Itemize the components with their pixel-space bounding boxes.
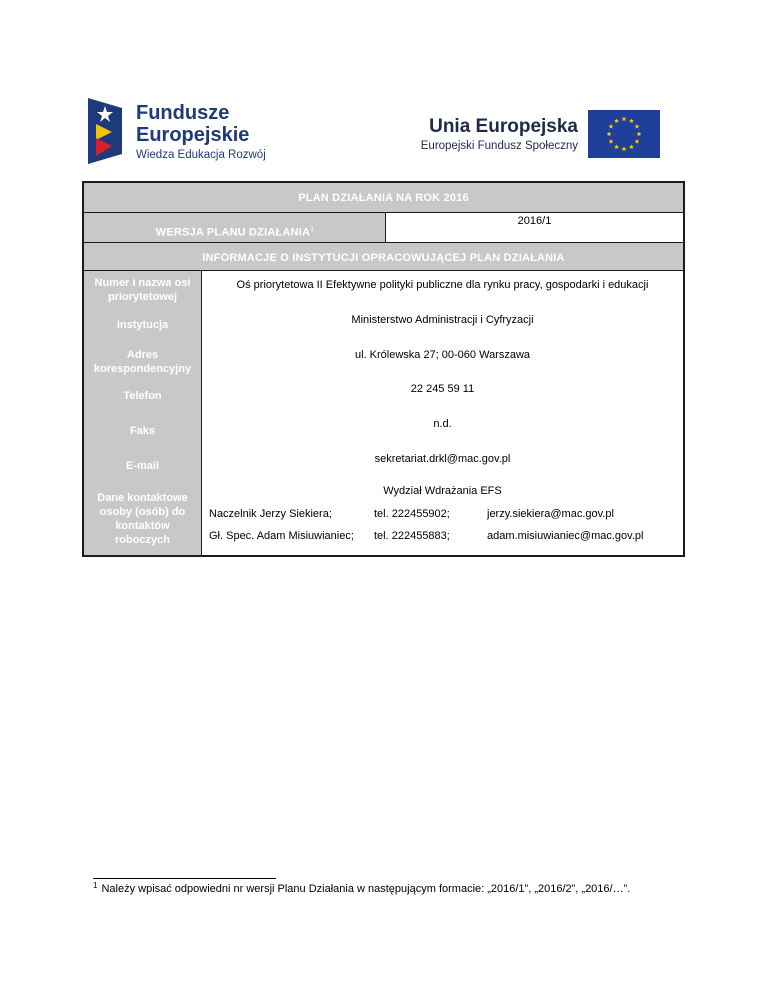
action-plan-table <box>82 181 685 557</box>
contact-person-2 <box>209 530 679 546</box>
fundusze-europejskie-logo <box>88 98 278 168</box>
contact-1-name: Naczelnik Jerzy Siekiera; <box>209 508 332 520</box>
contact-person-1 <box>209 508 679 524</box>
row-label-email: E-mail <box>125 460 159 472</box>
table-title: PLAN DZIAŁANIA NA ROK 2016 <box>84 183 683 213</box>
row-value-address: ul. Królewska 27; 00-060 Warszawa <box>354 349 531 361</box>
row-label-contacts: Dane kontaktowe osoby (osób) do kontaktów roboczych <box>97 492 188 546</box>
fe-logo-tagline: Wiedza Edukacja Rozwój <box>136 149 266 161</box>
ue-logo-subtitle: Europejski Fundusz Społeczny <box>420 140 578 152</box>
fundusze-europejskie-mark-icon <box>88 98 132 164</box>
footnote-separator <box>93 878 276 879</box>
contact-1-email: jerzy.siekiera@mac.gov.pl <box>487 508 614 520</box>
contact-1-phone: tel. 222455902; <box>374 508 450 520</box>
section-header: INFORMACJE O INSTYTUCJI OPRACOWUJĄCEJ PLAN DZIAŁANIA <box>84 243 683 271</box>
contacts-department: Wydział Wdrażania EFS <box>383 485 502 497</box>
ue-logo-title: Unia Europejska <box>429 116 578 137</box>
version-footnote-mark: 1 <box>310 226 315 233</box>
footnote <box>93 883 630 895</box>
contact-2-name: Gł. Spec. Adam Misiuwianiec; <box>209 530 354 542</box>
row-value-phone: 22 245 59 11 <box>410 383 475 395</box>
version-label-cell <box>84 213 386 243</box>
unia-europejska-logo <box>420 110 664 162</box>
footnote-text: Należy wpisać odpowiedni nr wersji Planu Działania w następującym formacie: „2016/1”, „2016/2”, „2016/…”. <box>101 883 631 895</box>
footnote-mark: 1 <box>93 881 98 890</box>
row-label-fax: Faks <box>129 425 156 437</box>
fe-logo-line1: Fundusze <box>136 102 230 124</box>
row-value-institution: Ministerstwo Administracji i Cyfryzacji <box>351 314 534 326</box>
row-label-address: Adres korespondencyjny <box>93 349 192 375</box>
contact-2-phone: tel. 222455883; <box>374 530 450 542</box>
eu-flag-icon <box>588 110 660 158</box>
row-label-institution: Instytucja <box>116 319 169 331</box>
row-label-phone: Telefon <box>123 390 162 402</box>
row-value-email: sekretariat.drkl@mac.gov.pl <box>374 453 511 465</box>
contact-2-email: adam.misiuwianiec@mac.gov.pl <box>487 530 644 542</box>
row-value-priority-axis: Oś priorytetowa II Efektywne polityki publiczne dla rynku pracy, gospodarki i edukacji <box>236 279 649 291</box>
row-value-fax: n.d. <box>433 418 452 430</box>
version-label: WERSJA PLANU DZIAŁANIA <box>155 226 311 239</box>
fe-logo-line2: Europejskie <box>136 124 250 146</box>
row-label-priority-axis: Numer i nazwa osi priorytetowej <box>94 277 191 303</box>
version-value: 2016/1 <box>517 215 552 227</box>
